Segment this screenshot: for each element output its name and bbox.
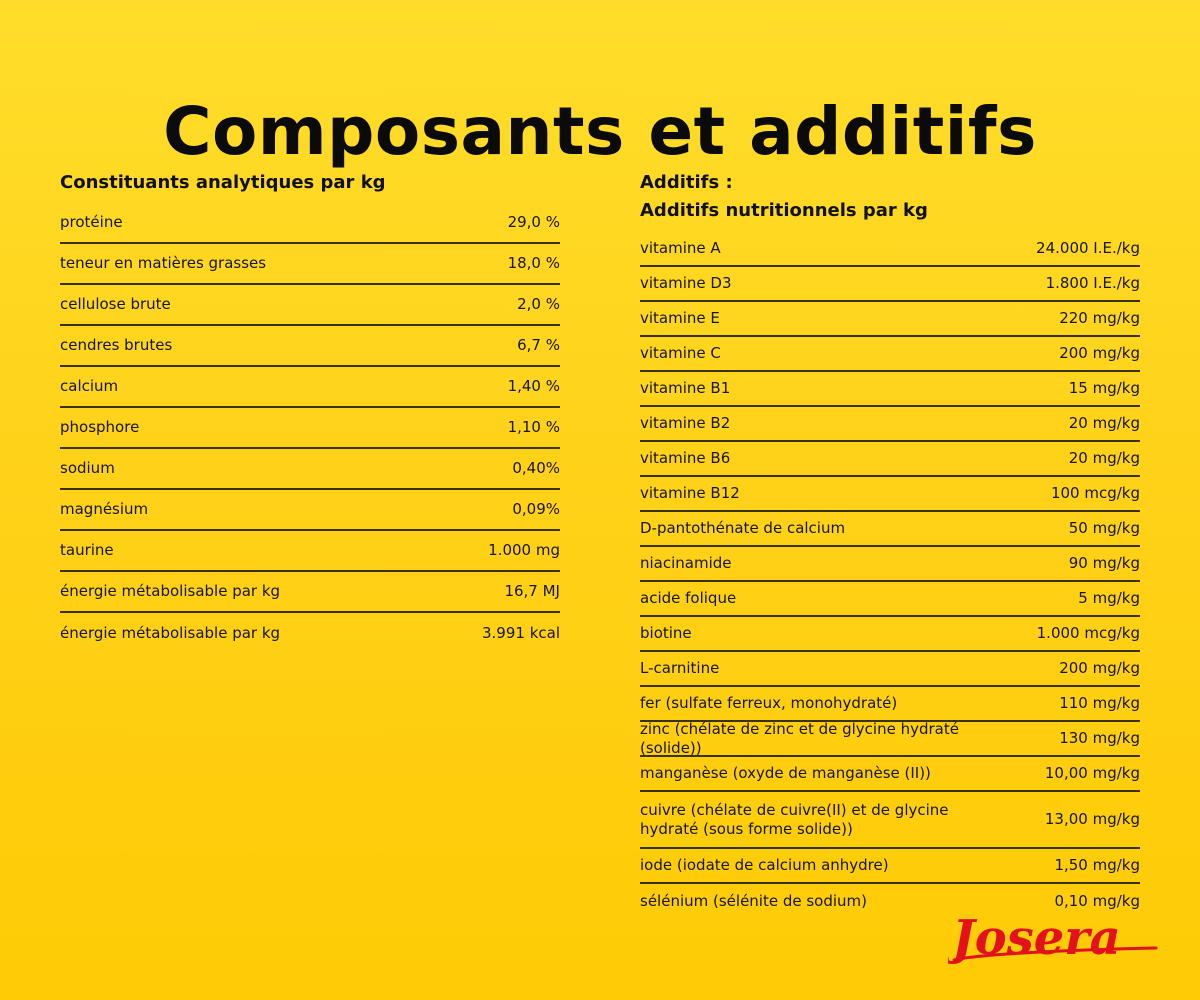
row-label: biotine <box>640 624 692 642</box>
row-label: protéine <box>60 213 123 231</box>
nutritional-additives-heading: Additifs nutritionnels par kg <box>640 200 928 221</box>
row-value: 1,40 % <box>507 377 560 395</box>
row-value: 2,0 % <box>517 295 560 313</box>
row-label: cendres brutes <box>60 336 173 354</box>
row-label: magnésium <box>60 500 149 518</box>
table-row <box>640 582 1140 617</box>
row-value: 130 mg/kg <box>1059 729 1140 747</box>
row-value: 6,7 % <box>517 336 560 354</box>
row-value: 1.800 I.E./kg <box>1045 274 1140 292</box>
table-row <box>60 490 560 531</box>
table-row <box>640 652 1140 687</box>
analytical-constituents-section <box>60 168 560 654</box>
row-value: 16,7 MJ <box>504 582 560 600</box>
row-label: calcium <box>60 377 119 395</box>
row-label: vitamine B12 <box>640 484 740 502</box>
table-row <box>60 203 560 244</box>
additives-heading: Additifs : <box>640 172 733 193</box>
row-label: manganèse (oxyde de manganèse (II)) <box>640 764 931 782</box>
table-row <box>640 232 1140 267</box>
row-value: 13,00 mg/kg <box>1044 810 1140 828</box>
row-label: niacinamide <box>640 554 732 572</box>
row-value: 20 mg/kg <box>1068 414 1140 432</box>
row-value: 18,0 % <box>507 254 560 272</box>
row-value: 220 mg/kg <box>1059 309 1140 327</box>
row-label: taurine <box>60 541 114 559</box>
row-label: L-carnitine <box>640 659 720 677</box>
row-value: 0,09% <box>512 500 560 518</box>
table-row <box>640 547 1140 582</box>
table-row <box>640 617 1140 652</box>
row-label: vitamine B1 <box>640 379 731 397</box>
table-row <box>60 531 560 572</box>
row-label: énergie métabolisable par kg <box>60 582 281 600</box>
table-row <box>640 512 1140 547</box>
table-row <box>60 367 560 408</box>
table-row <box>60 326 560 367</box>
table-row <box>60 449 560 490</box>
row-value: 90 mg/kg <box>1068 554 1140 572</box>
analytical-constituents-list <box>60 203 560 654</box>
logo-wordmark: Josera <box>952 910 1121 964</box>
row-label: D-pantothénate de calcium <box>640 519 846 537</box>
row-label: acide folique <box>640 589 737 607</box>
row-label: cuivre (chélate de cuivre(II) et de glycine hydraté (sous forme solide)) <box>640 800 949 838</box>
row-value: 15 mg/kg <box>1068 379 1140 397</box>
row-value: 20 mg/kg <box>1068 449 1140 467</box>
row-value: 3.991 kcal <box>481 624 560 642</box>
josera-logo-mark <box>948 910 1162 964</box>
row-label: vitamine B2 <box>640 414 731 432</box>
row-label: vitamine E <box>640 309 720 327</box>
row-value: 10,00 mg/kg <box>1044 764 1140 782</box>
analytical-constituents-heading: Constituants analytiques par kg <box>60 172 386 193</box>
row-value: 1,50 mg/kg <box>1054 856 1140 874</box>
table-row <box>640 719 1140 757</box>
row-label: vitamine C <box>640 344 721 362</box>
row-value: 1,10 % <box>507 418 560 436</box>
row-label: teneur en matières grasses <box>60 254 267 272</box>
row-label: énergie métabolisable par kg <box>60 624 281 642</box>
page-title: Composants et additifs <box>163 93 1037 171</box>
table-row <box>60 244 560 285</box>
table-row <box>60 285 560 326</box>
row-value: 0,10 mg/kg <box>1054 892 1140 910</box>
row-value: 5 mg/kg <box>1078 589 1140 607</box>
table-row <box>60 572 560 613</box>
row-label: iode (iodate de calcium anhydre) <box>640 856 889 874</box>
row-value: 200 mg/kg <box>1059 659 1140 677</box>
table-row <box>640 267 1140 302</box>
row-label: cellulose brute <box>60 295 171 313</box>
table-row <box>640 372 1140 407</box>
row-label: phosphore <box>60 418 140 436</box>
row-value: 29,0 % <box>507 213 560 231</box>
row-value: 110 mg/kg <box>1059 694 1140 712</box>
row-value: 50 mg/kg <box>1068 519 1140 537</box>
row-label: vitamine A <box>640 239 721 257</box>
table-row <box>640 849 1140 884</box>
row-value: 100 mcg/kg <box>1050 484 1140 502</box>
table-row <box>640 477 1140 512</box>
row-label: vitamine D3 <box>640 274 732 292</box>
row-label: sélénium (sélénite de sodium) <box>640 892 868 910</box>
nutritional-additives-list <box>640 232 1140 919</box>
table-row <box>640 407 1140 442</box>
table-row <box>60 408 560 449</box>
additives-section <box>640 168 1140 919</box>
row-value: 1.000 mcg/kg <box>1036 624 1140 642</box>
row-value: 200 mg/kg <box>1059 344 1140 362</box>
table-row <box>640 757 1140 792</box>
row-value: 0,40% <box>512 459 560 477</box>
row-label: sodium <box>60 459 115 477</box>
table-row <box>640 792 1140 849</box>
table-row <box>640 687 1140 722</box>
row-value: 1.000 mg <box>488 541 560 559</box>
table-row <box>640 442 1140 477</box>
table-row <box>60 613 560 654</box>
table-row <box>640 302 1140 337</box>
row-label: vitamine B6 <box>640 449 731 467</box>
row-label: zinc (chélate de zinc et de glycine hydraté (solide)) <box>640 719 959 757</box>
josera-logo <box>948 910 1162 964</box>
row-label: fer (sulfate ferreux, monohydraté) <box>640 694 898 712</box>
row-value: 24.000 I.E./kg <box>1036 239 1140 257</box>
table-row <box>640 337 1140 372</box>
